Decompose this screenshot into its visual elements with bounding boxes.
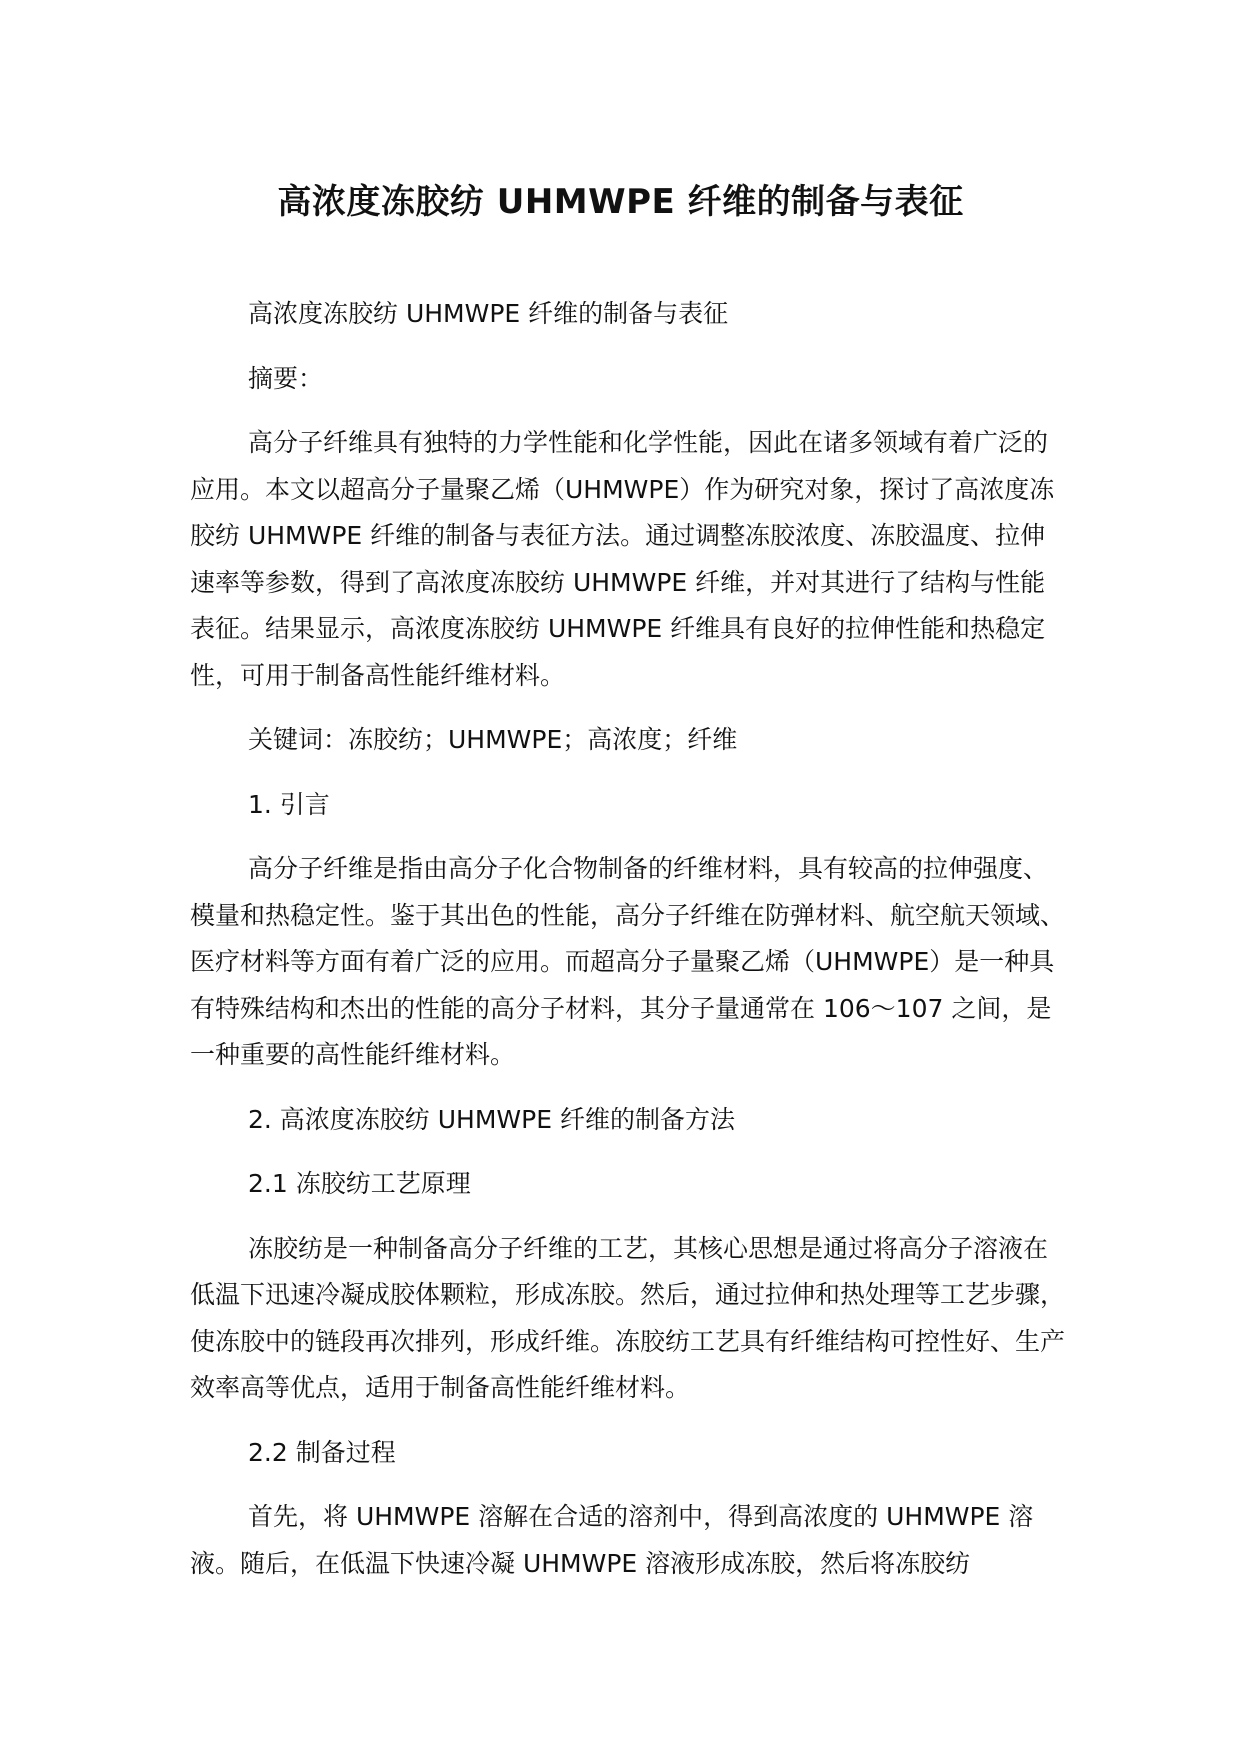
section-1-heading: 1. 引言 (248, 789, 330, 819)
section-2-2-heading: 2.2 制备过程 (248, 1437, 396, 1467)
abstract-paragraph: 高分子纤维具有独特的力学性能和化学性能，因此在诸多领域有着广泛的应用。本文以超高分子量聚乙烯（UHMWPE）作为研究对象，探讨了高浓度冻胶纺 UHMWPE 纤维的制备与表征方法。通过调整冻胶浓度、冻胶温度、拉伸速率等参数，得到了高浓度冻胶纺 UHMWPE 纤维，并对其进行了结构与性能表征。结果显示，高浓度冻胶纺 UHMWPE 纤维具有良好的拉伸性能和热稳定性，可用于制备高性能纤维材料。 (190, 428, 1055, 690)
section-2-2-paragraph: 首先，将 UHMWPE 溶解在合适的溶剂中，得到高浓度的 UHMWPE 溶液。随后，在低温下快速冷凝 UHMWPE 溶液形成冻胶，然后将冻胶纺 (190, 1502, 1034, 1578)
section-1-paragraph: 高分子纤维是指由高分子化合物制备的纤维材料，具有较高的拉伸强度、模量和热稳定性。鉴于其出色的性能，高分子纤维在防弹材料、航空航天领域、医疗材料等方面有着广泛的应用。而超高分子量聚乙烯（UHMWPE）是一种具有特殊结构和杰出的性能的高分子材料，其分子量通常在 106～107 之间，是一种重要的高性能纤维材料。 (190, 854, 1066, 1069)
keywords: 关键词：冻胶纺；UHMWPE；高浓度；纤维 (248, 725, 738, 754)
section-2-1-heading: 2.1 冻胶纺工艺原理 (248, 1169, 471, 1198)
document-body (190, 291, 1070, 1605)
document-title: 高浓度冻胶纺 UHMWPE 纤维的制备与表征 (277, 182, 964, 222)
subtitle: 高浓度冻胶纺 UHMWPE 纤维的制备与表征 (248, 299, 729, 328)
section-2-1-paragraph: 冻胶纺是一种制备高分子纤维的工艺，其核心思想是通过将高分子溶液在低温下迅速冷凝成胶体颗粒，形成冻胶。然后，通过拉伸和热处理等工艺步骤，使冻胶中的链段再次排列，形成纤维。冻胶纺工艺具有纤维结构可控性好、生产效率高等优点，适用于制备高性能纤维材料。 (190, 1233, 1066, 1402)
section-2-heading: 2. 高浓度冻胶纺 UHMWPE 纤维的制备方法 (248, 1104, 735, 1134)
abstract-heading: 摘要： (248, 363, 324, 393)
